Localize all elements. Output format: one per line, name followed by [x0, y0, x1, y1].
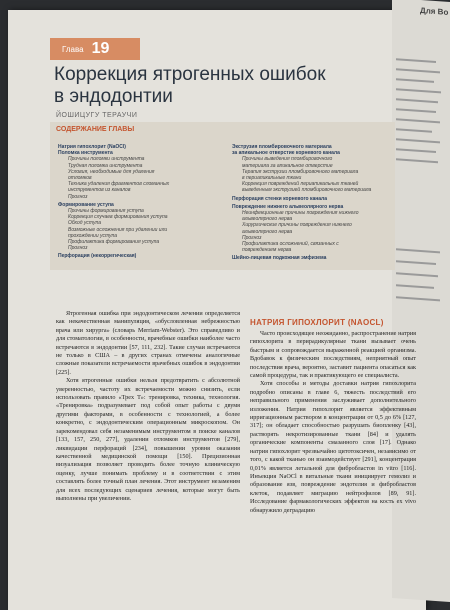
toc-item: Коррекция повреждений периапикальных тканей	[242, 181, 359, 188]
toc-item: повреждением нерва	[242, 247, 292, 254]
chapter-number: 19	[91, 40, 110, 57]
chapter-title-line1: Коррекция ятрогенных ошибок	[54, 64, 326, 85]
left-body-column	[56, 310, 240, 503]
toc-item: Профилактика осложнений, связанных с	[242, 241, 339, 248]
toc-item: Прогноз	[68, 193, 88, 200]
toc-item: Шейно-лицевая подкожная эмфизема	[232, 255, 327, 262]
chapter-title-line2: в эндодонтии	[54, 86, 173, 107]
toc-item: за апикальное отверстие корневого канала	[232, 150, 340, 157]
toc-item: Причины формирования уступа	[68, 208, 144, 215]
toc-item: Прогноз	[242, 234, 262, 241]
toc-item: Хирургические причины повреждения нижнего	[242, 222, 352, 229]
toc-item: Возможные осложнения при удалении или	[68, 226, 168, 233]
toc-item: альвеолярного нерва	[242, 228, 293, 235]
toc-item: прохождении уступа	[68, 232, 118, 239]
toc-item: Причины выведения пломбировочного	[242, 156, 333, 163]
toc-item: альвеолярного нерва	[242, 216, 293, 223]
paragraph: Ятрогенная ошибка при эндодонтическом лечении определяется как некачественная манипуляция, «обусловленная небрежностью врача или хирурга» (словарь Merriam-Webster). Это справедливо и для стоматологии, в особенности, врачебные ошибки наиболее часто встречаются в эндодонтии [57, 111, 232]. Такие случаи встречаются не только в США – в других странах отмечены аналогичные сложные показатели встречаемости врачебных ошибок в эндодонтии [225].	[56, 310, 240, 376]
toc-item: Поломка инструмента	[58, 150, 113, 157]
toc-item: в периапикальные ткани	[242, 175, 302, 182]
toc-item: выведенным экструзией пломбировочного материала	[242, 187, 372, 194]
toc-item: Условия, необходимые для удаления	[68, 168, 155, 175]
toc-item: Неинфекционные причины повреждения нижнего	[242, 210, 359, 217]
toc-item: Профилактика формирования уступа	[68, 239, 160, 246]
toc-item: Перфорация (некоррегическая)	[58, 253, 137, 260]
toc-item: Формирование уступа	[58, 201, 114, 208]
paragraph: Хотя ятрогенные ошибки нельзя предотвратить с абсолютной уверенностью, частоту их встречаемости можно снизить, если использовать правило «Трех Т»: тренировка, техника, технология. «Тренировка» подразумевает под собой опыт работы с двумя другими факторами, в особенности с технологией, а более конкретно, с эндодонтическим операционным микроскопом. Он зарекомендовал себя незаменимым инструментом в поиске каналов [133, 157, 250, 277], удалении отломков инструментов [279], ликвидации перфораций [234], повышении уровня оказания качественной медицинской помощи [150]. Прецизионная визуализация позволяет проводить более точную клиническую оценку, лучше понимать проблему и в соответствии с этим составлять более точный план лечения. Этот инструмент незаменим для всех последующих сценариев лечения, которые могут быть выполнены при увеличении.	[56, 377, 240, 502]
toc-item: инструментов из каналов	[68, 187, 131, 194]
toc-item: Трудная поломка инструмента	[68, 162, 143, 169]
paragraph: Часто происходящее неожиданно, распространение натрия гипохлорита в перирадикулярные ткани вызывает очень быстрым и сопровождается выраженной реакцией организма. Вдобавок к физическим последствиям, неприятный опыт последствия врача, вероятно, заставит пациента опасаться как самой процедуры, так и практикующего ее специалиста.	[250, 330, 416, 380]
toc-item: материала за апикальное отверстие	[242, 162, 333, 169]
toc-left	[58, 144, 218, 260]
toc-item: Повреждение нижнего альвеолярного нерва	[232, 203, 344, 210]
section-title: НАТРИЯ ГИПОХЛОРИТ (NAOCL)	[250, 318, 384, 327]
toc-item: Прогноз	[68, 245, 88, 252]
contents-heading: СОДЕРЖАНИЕ ГЛАВЫ	[56, 126, 135, 133]
toc-item: Обход уступа	[68, 220, 102, 227]
toc-item: Причины поломки инструмента	[68, 156, 145, 163]
toc-right	[232, 144, 394, 262]
toc-item: Коррекция случаев формирования уступа	[68, 214, 168, 221]
toc-item: Экструзия пломбировочного материала	[232, 144, 332, 150]
toc-item: Перфорация стенки корневого канала	[232, 195, 327, 202]
toc-item: Техника удаления фрагментов сломанных	[68, 181, 170, 188]
chapter-title	[54, 64, 374, 108]
right-body-column	[250, 330, 416, 515]
author-name: ЙОШИЦУГУ ТЕРАУЧИ	[56, 112, 138, 119]
paragraph: Хотя способы и методы доставки натрия гипохлорита подробно описаны в главе 6, тяжесть последствий его неправильного применения заслуживает дополнительного изложения. Натрия гипохлорит является эффективным ирригационным раствором в концентрации от 0,5 до 6% [127, 317]; он обладает способностью разрушать биопленку [43], растворять некротизированные ткани [84] и удалять органические компоненты смазанного слоя [17]. Однако натрия гипохлорит чрезвычайно цитотоксичен, независимо от того, с какой тканью он взаимодействует [291], концентрация 0,01% является летальной для фибробластов in vitro [116]. Инъекция NaOCl в витальные ткани инициирует гемолиз и образование язв, повреждение эндотелия и фибробластов клеток, подавляет миграцию нейтрофилов [89, 91]. Исследование фармакологических эффектов на кость ex vivo обнаружило деградацию	[250, 380, 416, 514]
toc-item: Терапия экструзии пломбировочного материала	[242, 168, 359, 175]
adjacent-page-header: Для Во	[420, 5, 449, 17]
chapter-label: Глава	[62, 44, 84, 54]
toc-item: Натрия гипохлорит (NaOCl)	[58, 144, 126, 150]
toc-item: отломков	[68, 175, 92, 182]
chapter-tab	[50, 38, 140, 60]
